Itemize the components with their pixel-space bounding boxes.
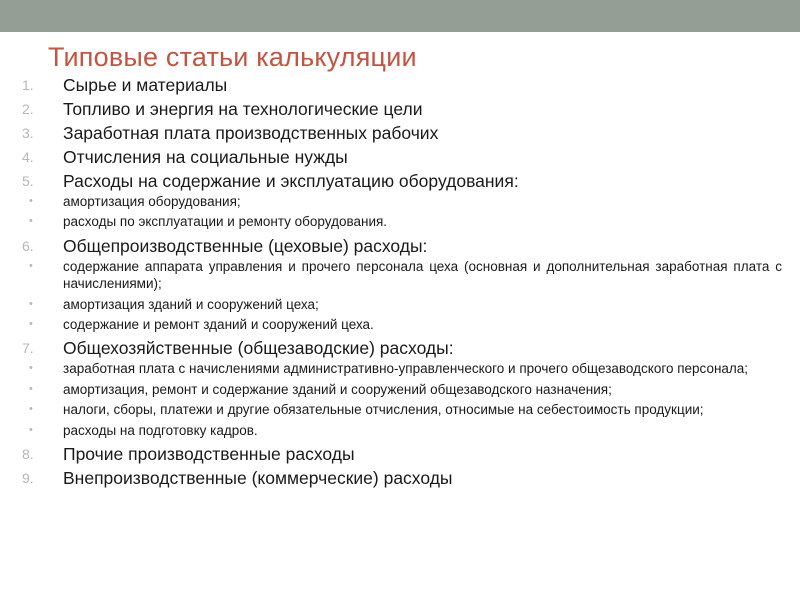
bullet-icon: • xyxy=(29,215,33,228)
list-item-4 xyxy=(16,145,782,169)
list-number: 7. xyxy=(22,340,34,357)
slide-content xyxy=(16,73,782,490)
list-number: 6. xyxy=(22,237,34,254)
sub-list-item xyxy=(16,360,782,380)
sub-list-item xyxy=(16,258,782,296)
list-item-text: Топливо и энергия на технологические цели xyxy=(63,99,423,119)
bullet-icon: • xyxy=(29,297,33,310)
slide xyxy=(0,32,800,600)
sub-list-item-text: содержание и ремонт зданий и сооружений цеха. xyxy=(63,317,374,333)
sub-list-item xyxy=(16,381,782,401)
list-item-text: Заработная плата производственных рабочих xyxy=(63,123,439,143)
bullet-icon: • xyxy=(29,318,33,331)
list-item-text: Сырье и материалы xyxy=(63,75,228,95)
bullet-icon: • xyxy=(29,195,33,207)
list-number: 9. xyxy=(22,470,34,487)
list-item-5 xyxy=(16,169,782,193)
list-item-6 xyxy=(16,234,782,258)
sub-list-item-text: амортизация оборудования; xyxy=(63,194,241,209)
bullet-icon: • xyxy=(29,382,33,395)
sub-list-item-text: расходы по эксплуатации и ремонту оборудования. xyxy=(63,214,388,230)
sub-list-item xyxy=(16,296,782,316)
sub-list-item-text: расходы на подготовку кадров. xyxy=(63,422,258,438)
list-number: 1. xyxy=(22,77,34,93)
list-item-text: Внепроизводственные (коммерческие) расходы xyxy=(63,468,453,489)
list-item-text: Отчисления на социальные нужды xyxy=(63,147,348,167)
list-item-text: Расходы на содержание и эксплуатацию оборудования: xyxy=(63,171,519,191)
slide-title: Типовые статьи калькуляции xyxy=(48,42,417,72)
bullet-icon: • xyxy=(29,423,33,436)
list-item-9 xyxy=(16,466,782,490)
list-item-text: Общепроизводственные (цеховые) расходы: xyxy=(63,235,428,256)
sub-list-item-text: содержание аппарата управления и прочего персонала цеха (основная и дополнительная заработная плата с начислениями); xyxy=(63,258,782,292)
list-number: 4. xyxy=(22,149,34,165)
sub-list-item xyxy=(16,401,782,421)
bullet-icon: • xyxy=(29,403,33,416)
list-item-text: Общехозяйственные (общезаводские) расходы: xyxy=(63,338,454,359)
list-number: 8. xyxy=(22,446,34,463)
list-number: 2. xyxy=(22,101,34,117)
sub-list-item xyxy=(16,422,782,442)
sub-list-item xyxy=(16,193,782,213)
list-number: 3. xyxy=(22,125,34,141)
list-item-text: Прочие производственные расходы xyxy=(63,444,355,465)
list-item-8 xyxy=(16,442,782,466)
bullet-icon: • xyxy=(29,362,33,375)
list-item-7 xyxy=(16,336,782,360)
list-number: 5. xyxy=(22,173,34,189)
sub-list-item xyxy=(16,213,782,233)
list-item-1 xyxy=(16,73,782,97)
list-item-2 xyxy=(16,97,782,121)
sub-list-item-text: амортизация, ремонт и содержание зданий и сооружений общезаводского назначения; xyxy=(63,381,612,397)
bullet-icon: • xyxy=(29,259,33,272)
sub-list-item-text: заработная плата с начислениями административно-управленческого и прочего общезаводского персонала; xyxy=(63,361,749,377)
sub-list-item xyxy=(16,316,782,336)
sub-list-item-text: налоги, сборы, платежи и другие обязательные отчисления, относимые на себестоимость продукции; xyxy=(63,402,704,418)
list-item-3 xyxy=(16,121,782,145)
sub-list-item-text: амортизация зданий и сооружений цеха; xyxy=(63,296,319,312)
slide-header-bar xyxy=(0,0,800,32)
